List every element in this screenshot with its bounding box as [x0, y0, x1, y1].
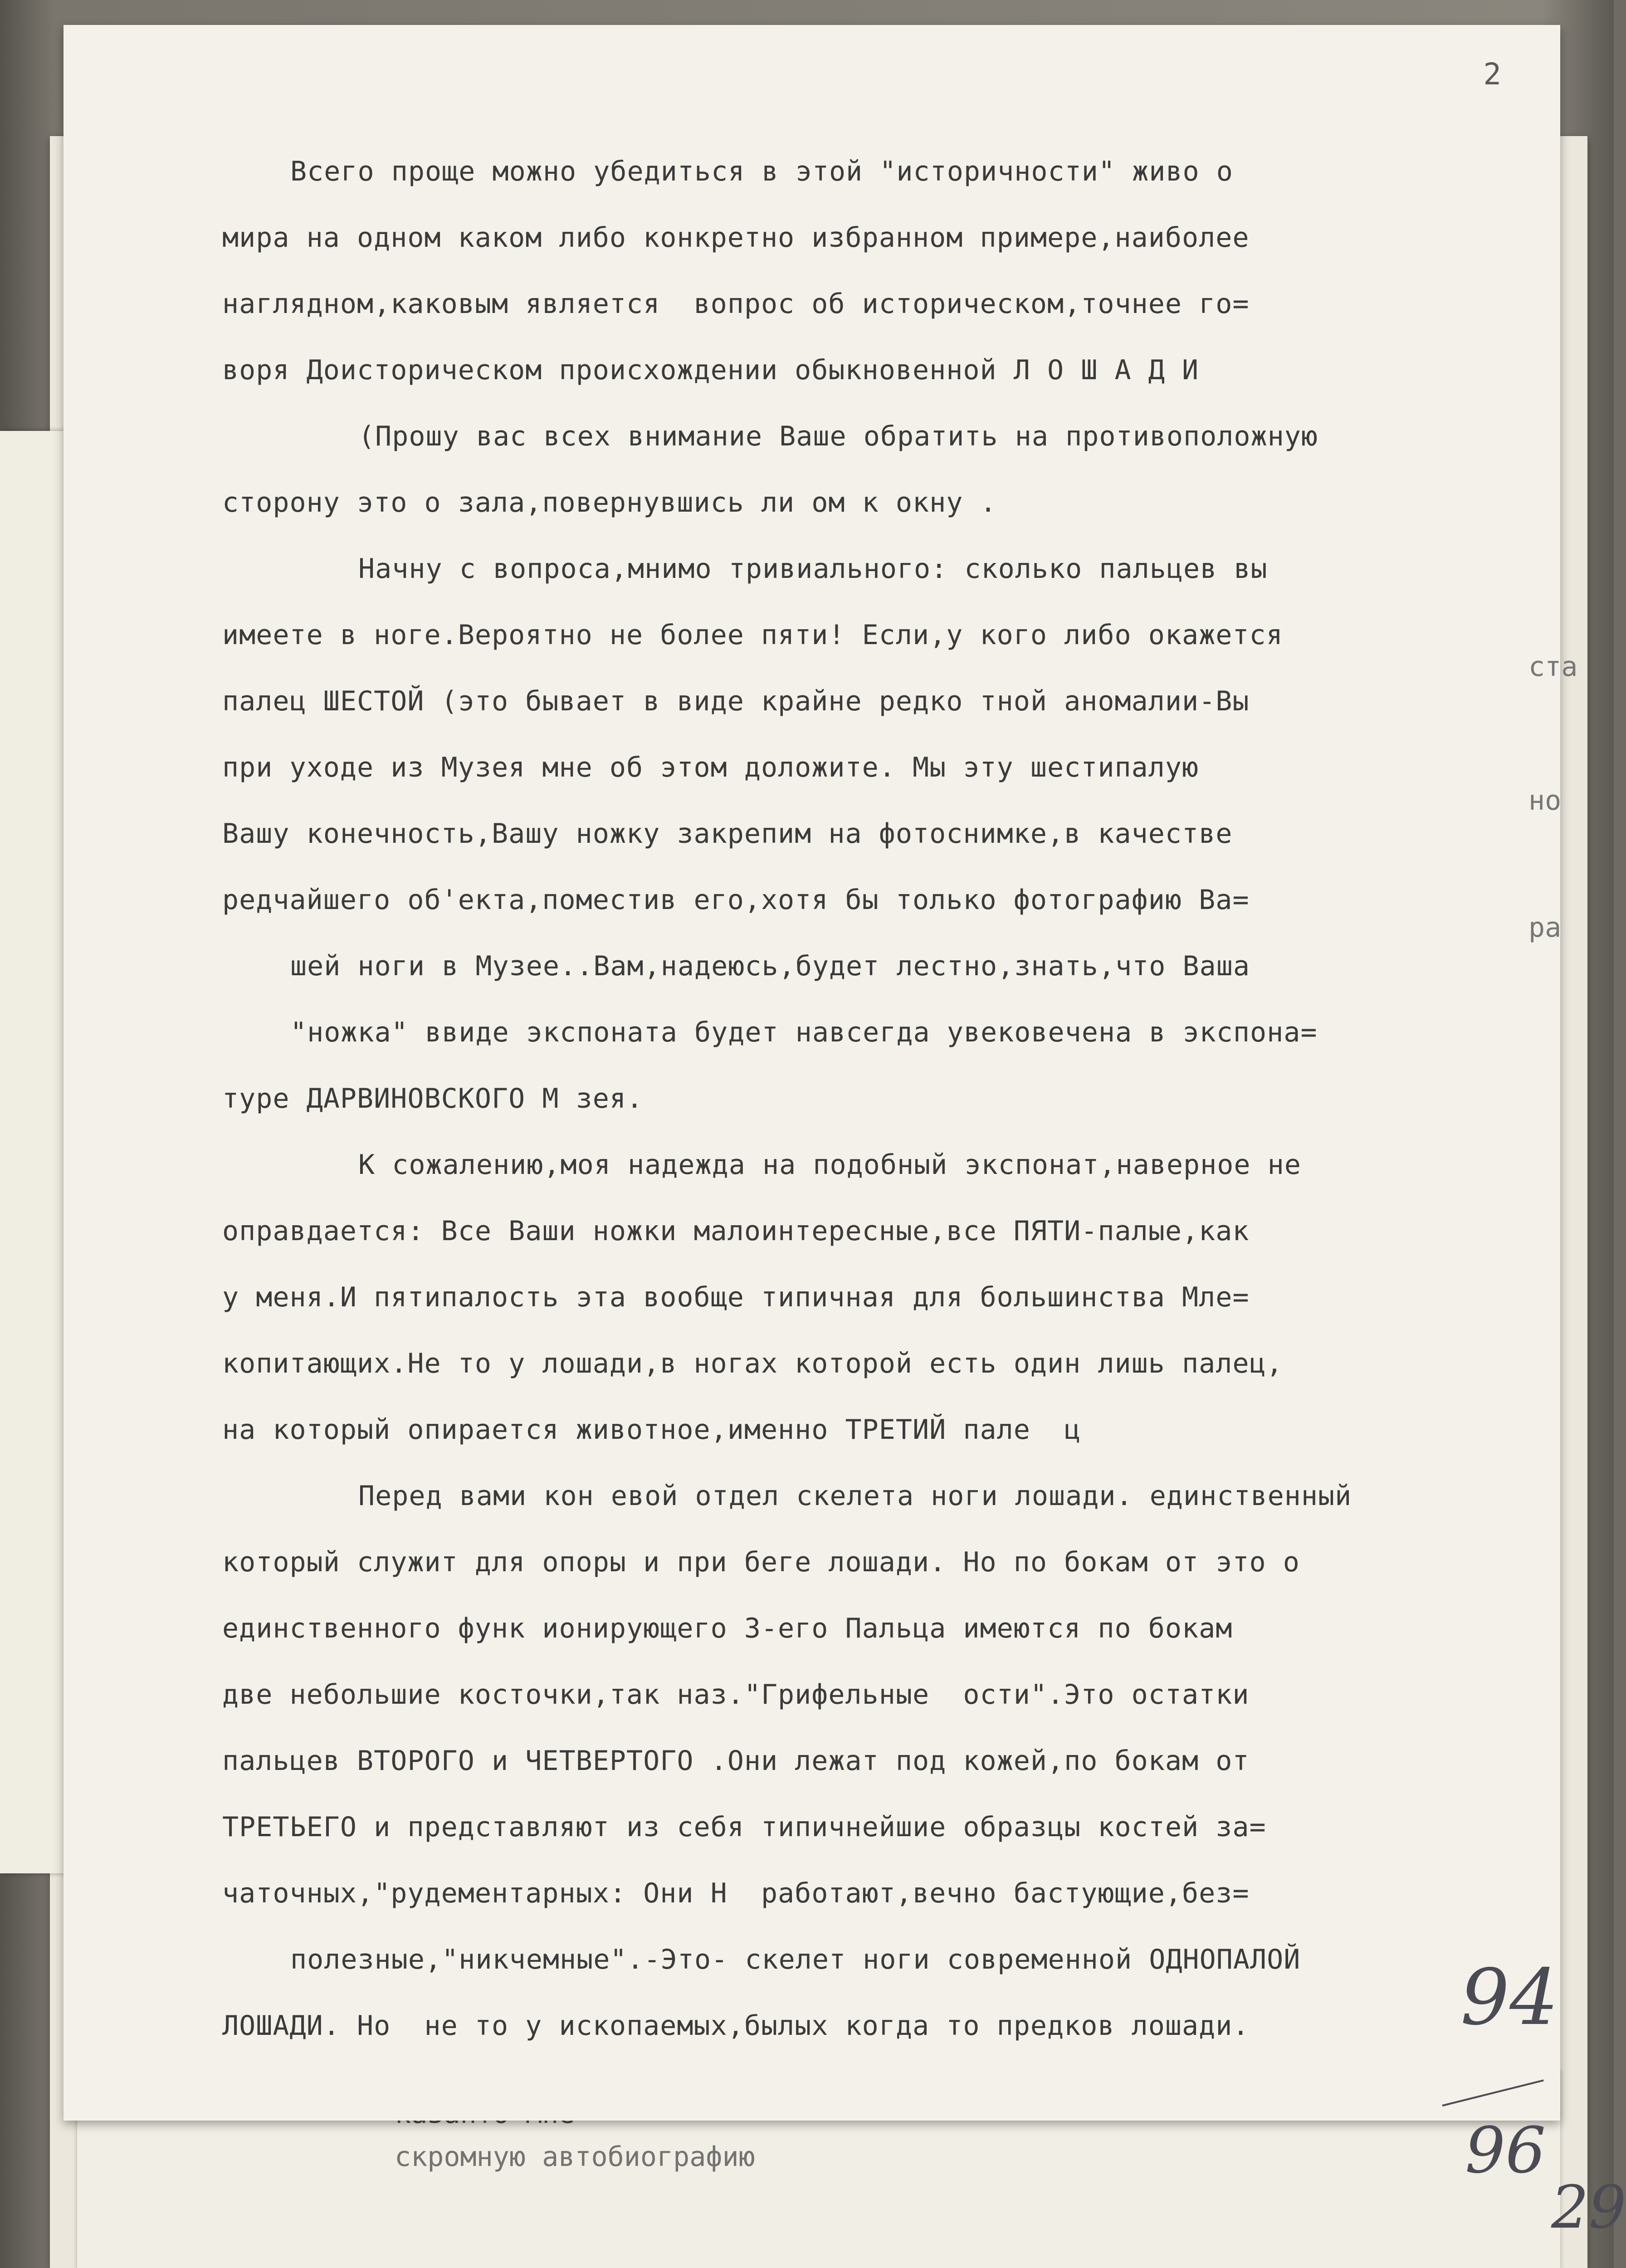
- text-line: шей ноги в Музее..Вам,надеюсь,будет лестно,знать,что Ваша: [290, 950, 1250, 982]
- archive-number-handwritten: 96: [1465, 2114, 1546, 2188]
- text-line: у меня.И пятипалость эта вообще типичная для большинства Мле=: [222, 1281, 1250, 1313]
- margin-fragment: ста: [1528, 651, 1578, 683]
- bottom-sheet-line-2: скромную автобиографию: [395, 2141, 755, 2173]
- text-line: сторону это о зала,повернувшись ли ом к окну .: [222, 487, 997, 518]
- text-line: палец ШЕСТОЙ (это бывает в виде крайне редко тной аномалии-Вы: [222, 685, 1250, 717]
- text-line: наглядном,каковым является вопрос об историческом,точнее го=: [222, 288, 1250, 320]
- text-line: на который опирается животное,именно ТРЕТИЙ пале ц: [222, 1414, 1081, 1446]
- text-line: (Прошу вас всех внимание Ваше обратить на противоположную: [358, 420, 1318, 452]
- text-line: "ножка" ввиде экспоната будет навсегда увековечена в экспона=: [290, 1017, 1318, 1048]
- typed-text-body: [222, 138, 1547, 2059]
- text-line: единственного функ ионирующего 3-его Пальца имеются по бокам: [222, 1613, 1233, 1644]
- typed-page: [63, 25, 1578, 2121]
- text-line: при уходе из Музея мне об этом доложите. Мы эту шестипалую: [222, 752, 1199, 783]
- text-line: оправдается: Все Ваши ножки малоинтересные,все ПЯТИ-палые,как: [222, 1215, 1250, 1247]
- text-line: туре ДАРВИНОВСКОГО М зея.: [222, 1083, 644, 1114]
- text-line: который служит для опоры и при беге лошади. Но по бокам от это о: [222, 1546, 1300, 1578]
- text-line: две небольшие косточки,так наз."Грифельные ости".Это остатки: [222, 1679, 1250, 1711]
- text-line: полезные,"никчемные".-Это- скелет ноги современной ОДНОПАЛОЙ: [290, 1944, 1301, 1975]
- text-line: ТРЕТЬЕГО и представляют из себя типичнейшие образцы костей за=: [222, 1811, 1266, 1843]
- text-line: Перед вами кон евой отдел скелета ноги лошади. единственный: [358, 1480, 1352, 1512]
- archive-number-handwritten: 94: [1460, 1953, 1559, 2043]
- text-line: воря Доисторическом происхождении обыкновенной Л О Ш А Д И: [222, 354, 1199, 386]
- margin-fragment: но: [1528, 785, 1562, 816]
- text-line: Начну с вопроса,мнимо тривиального: сколько пальцев вы: [358, 553, 1268, 585]
- archive-number-handwritten: 29: [1551, 2173, 1626, 2242]
- text-line: имеете в ноге.Вероятно не более пяти! Если,у кого либо окажется: [222, 619, 1283, 651]
- text-line: мира на одном каком либо конкретно избранном примере,наиболее: [222, 222, 1250, 254]
- text-line: Вашу конечность,Вашу ножку закрепим на фотоснимке,в качестве: [222, 818, 1233, 850]
- text-line: Всего проще можно убедиться в этой "историчности" живо о: [290, 156, 1233, 187]
- text-line: редчайшего об'екта,поместив его,хотя бы только фотографию Ва=: [222, 884, 1250, 916]
- text-line: ЛОШАДИ. Но не то у ископаемых,былых когда то предков лошади.: [222, 2010, 1250, 2042]
- text-line: чаточных,"рудементарных: Они Н работают,вечно бастующие,без=: [222, 1877, 1250, 1909]
- margin-fragment: ра: [1528, 912, 1562, 943]
- page-number: 2: [1483, 57, 1501, 92]
- text-line: К сожалению,моя надежда на подобный экспонат,наверное не: [358, 1149, 1301, 1181]
- text-line: пальцев ВТОРОГО и ЧЕТВЕРТОГО .Они лежат под кожей,по бокам от: [222, 1745, 1250, 1777]
- text-line: копитающих.Не то у лошади,в ногах которой есть один лишь палец,: [222, 1348, 1283, 1379]
